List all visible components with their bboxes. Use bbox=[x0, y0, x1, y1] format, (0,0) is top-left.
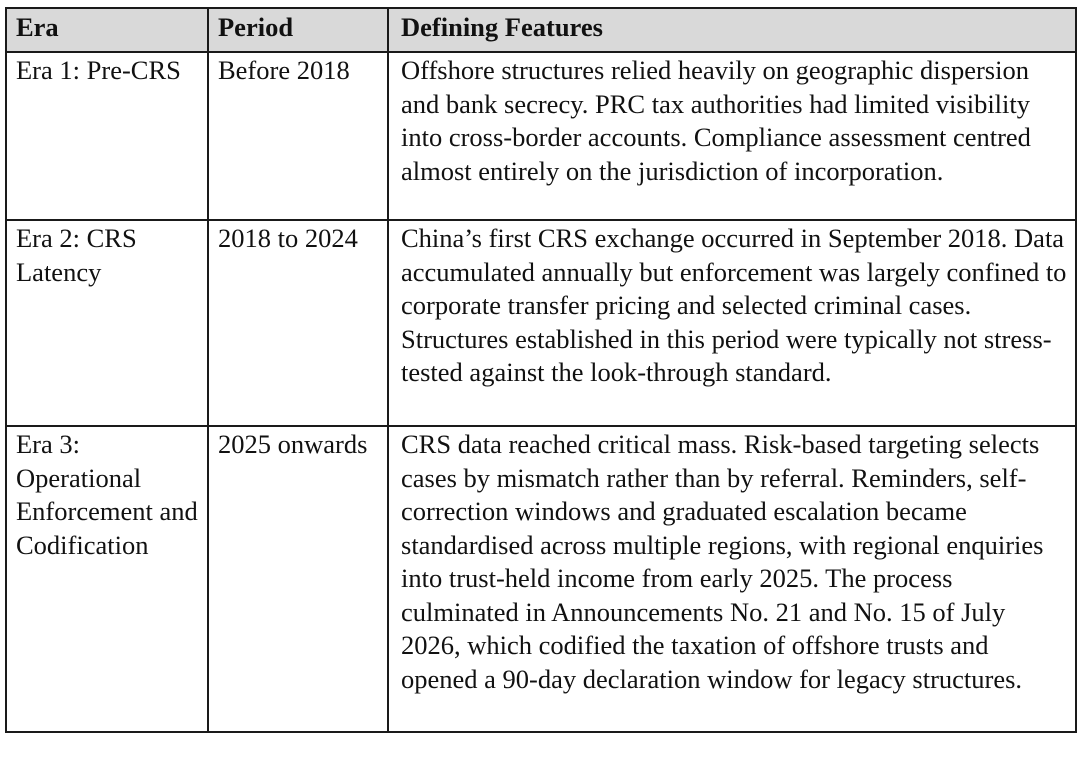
table-header-row bbox=[6, 8, 1076, 52]
header-period: Period bbox=[208, 8, 388, 52]
header-defining-features: Defining Features bbox=[388, 8, 1076, 52]
features-cell: China’s first CRS exchange occurred in September 2018. Data accumulated annually but enforcement was largely confined to corporate transfer pricing and selected criminal cases. Structures established in this period were typically not stress-tested against the look-through standard. bbox=[388, 220, 1076, 426]
eras-table bbox=[5, 7, 1077, 733]
table-row bbox=[6, 52, 1076, 220]
features-cell: Offshore structures relied heavily on geographic dispersion and bank secrecy. PRC tax authorities had limited visibility into cross-border accounts. Compliance assessment centred almost entirely on the jurisdiction of incorporation. bbox=[388, 52, 1076, 220]
era-cell: Era 2: CRS Latency bbox=[6, 220, 208, 426]
table-row bbox=[6, 220, 1076, 426]
header-era: Era bbox=[6, 8, 208, 52]
table-row bbox=[6, 426, 1076, 732]
era-cell: Era 3: Operational Enforcement and Codification bbox=[6, 426, 208, 732]
period-cell: Before 2018 bbox=[208, 52, 388, 220]
era-cell: Era 1: Pre-CRS bbox=[6, 52, 208, 220]
features-cell: CRS data reached critical mass. Risk-based targeting selects cases by mismatch rather than by referral. Reminders, self-correction windows and graduated escalation became standardised across multiple regions, with regional enquiries into trust-held income from early 2025. The process culminated in Announcements No. 21 and No. 15 of July 2026, which codified the taxation of offshore trusts and opened a 90-day declaration window for legacy structures. bbox=[388, 426, 1076, 732]
period-cell: 2018 to 2024 bbox=[208, 220, 388, 426]
period-cell: 2025 onwards bbox=[208, 426, 388, 732]
